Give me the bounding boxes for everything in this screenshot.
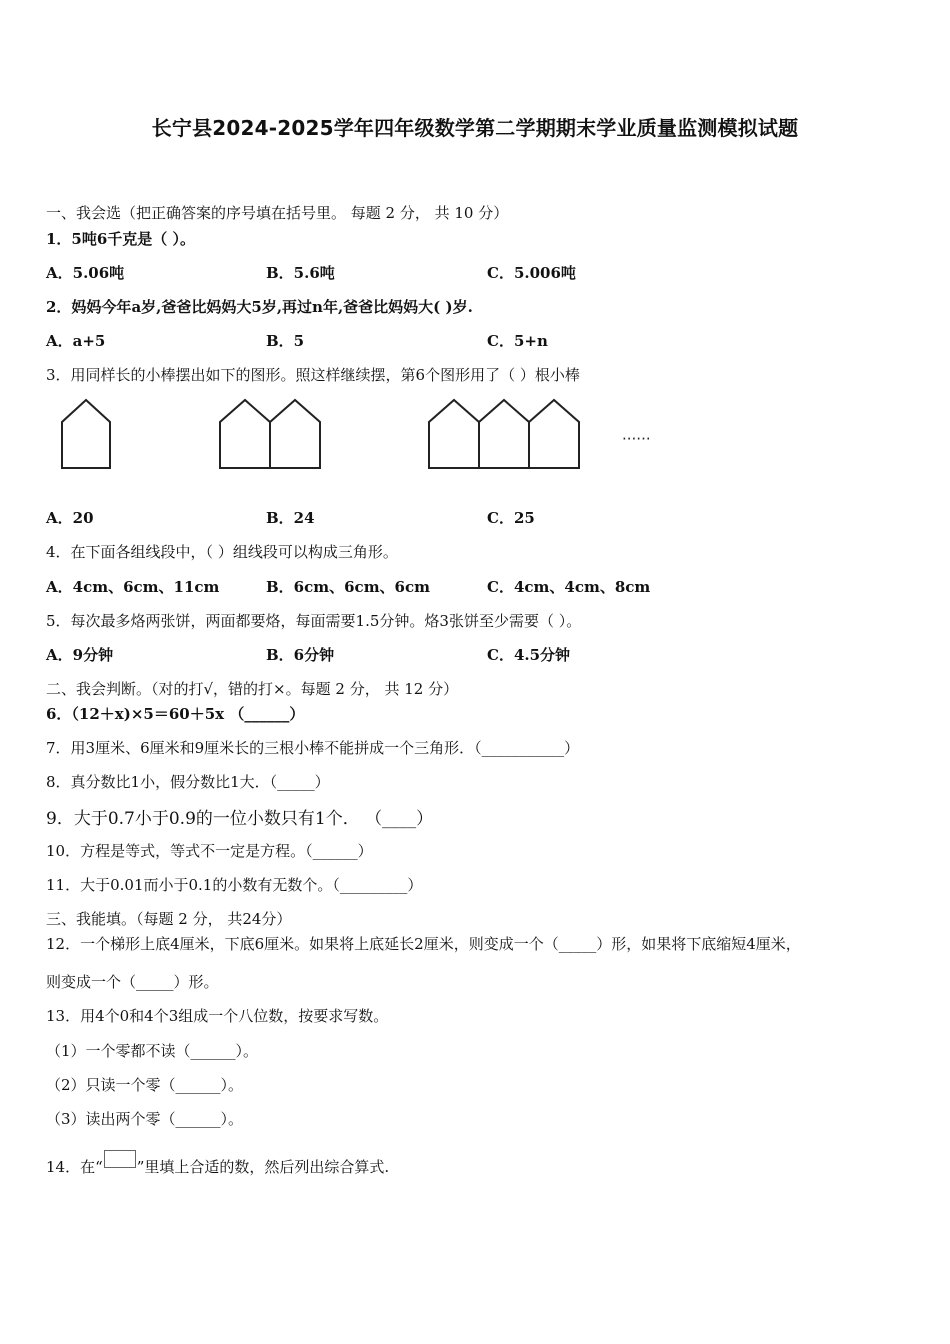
continuation-dots: ······ — [622, 430, 651, 448]
q14-suffix: ”里填上合适的数，然后列出综合算式. — [136, 1158, 390, 1176]
q5-option-c: C．4.5分钟 — [487, 646, 571, 664]
question-9: 9．大于0.7小于0.9的一位小数只有1个． （____） — [46, 809, 434, 829]
stick-house-figures — [50, 392, 690, 482]
question-4: 4．在下面各组线段中，（ ）组线段可以构成三角形。 — [46, 543, 398, 561]
q5-option-a: A．9分钟 — [46, 646, 114, 664]
section-2-heading: 二、我会判断。（对的打√，错的打×。每题 2 分， 共 12 分） — [46, 680, 459, 698]
question-8: 8．真分数比1小，假分数比1大．（_____） — [46, 773, 330, 791]
q3-option-b: B．24 — [266, 509, 315, 527]
question-13-part-2: （2）只读一个零（______）。 — [46, 1076, 244, 1094]
question-5: 5．每次最多烙两张饼，两面都要烙，每面需要1.5分钟。烙3张饼至少需要（ ）。 — [46, 612, 582, 630]
q14-prefix: 14．在“ — [46, 1158, 103, 1176]
question-6: 6．（12＋x)×5＝60＋5x （______） — [46, 705, 305, 723]
q1-option-b: B．5.6吨 — [266, 264, 335, 282]
section-3-heading: 三、我能填。（每题 2 分， 共24分） — [46, 910, 292, 928]
q2-option-b: B．5 — [266, 332, 305, 350]
question-3: 3．用同样长的小棒摆出如下的图形。照这样继续摆，第6个图形用了（ ）根小棒 — [46, 366, 580, 384]
q4-option-a: A．4cm、6cm、11cm — [46, 578, 220, 596]
house-figure-1 — [62, 400, 110, 468]
question-14 — [46, 1150, 389, 1177]
question-7: 7．用3厘米、6厘米和9厘米长的三根小棒不能拼成一个三角形．（___________） — [46, 739, 580, 757]
q3-option-c: C．25 — [487, 509, 535, 527]
question-12-line-1: 12．一个梯形上底4厘米，下底6厘米。如果将上底延长2厘米，则变成一个（_____）形，如果将下底缩短4厘米， — [46, 935, 801, 953]
question-13-part-3: （3）读出两个零（______）。 — [46, 1110, 244, 1128]
blank-box-icon — [104, 1150, 136, 1168]
section-1-heading: 一、我会选（把正确答案的序号填在括号里。 每题 2 分， 共 10 分） — [46, 204, 509, 222]
q4-option-c: C．4cm、4cm、8cm — [487, 578, 651, 596]
q2-option-c: C．5+n — [487, 332, 548, 350]
q2-option-a: A．a+5 — [46, 332, 106, 350]
question-11: 11．大于0.01而小于0.1的小数有无数个。（_________） — [46, 876, 423, 894]
q3-option-a: A．20 — [46, 509, 94, 527]
question-10: 10．方程是等式，等式不一定是方程。（______） — [46, 842, 373, 860]
question-12-line-2: 则变成一个（_____）形。 — [46, 973, 219, 991]
q1-option-c: C．5.006吨 — [487, 264, 576, 282]
question-2: 2．妈妈今年a岁,爸爸比妈妈大5岁,再过n年,爸爸比妈妈大( )岁. — [46, 298, 473, 316]
question-13-part-1: （1）一个零都不读（______）。 — [46, 1042, 259, 1060]
house-figure-3 — [429, 400, 579, 468]
house-figure-2 — [220, 400, 320, 468]
q5-option-b: B．6分钟 — [266, 646, 335, 664]
page-title: 长宁县2024-2025学年四年级数学第二学期期末学业质量监测模拟试题 — [151, 116, 799, 140]
question-1: 1．5吨6千克是（ ）。 — [46, 230, 196, 248]
q1-option-a: A．5.06吨 — [46, 264, 125, 282]
q4-option-b: B．6cm、6cm、6cm — [266, 578, 431, 596]
question-13: 13．用4个0和4个3组成一个八位数，按要求写数。 — [46, 1007, 389, 1025]
